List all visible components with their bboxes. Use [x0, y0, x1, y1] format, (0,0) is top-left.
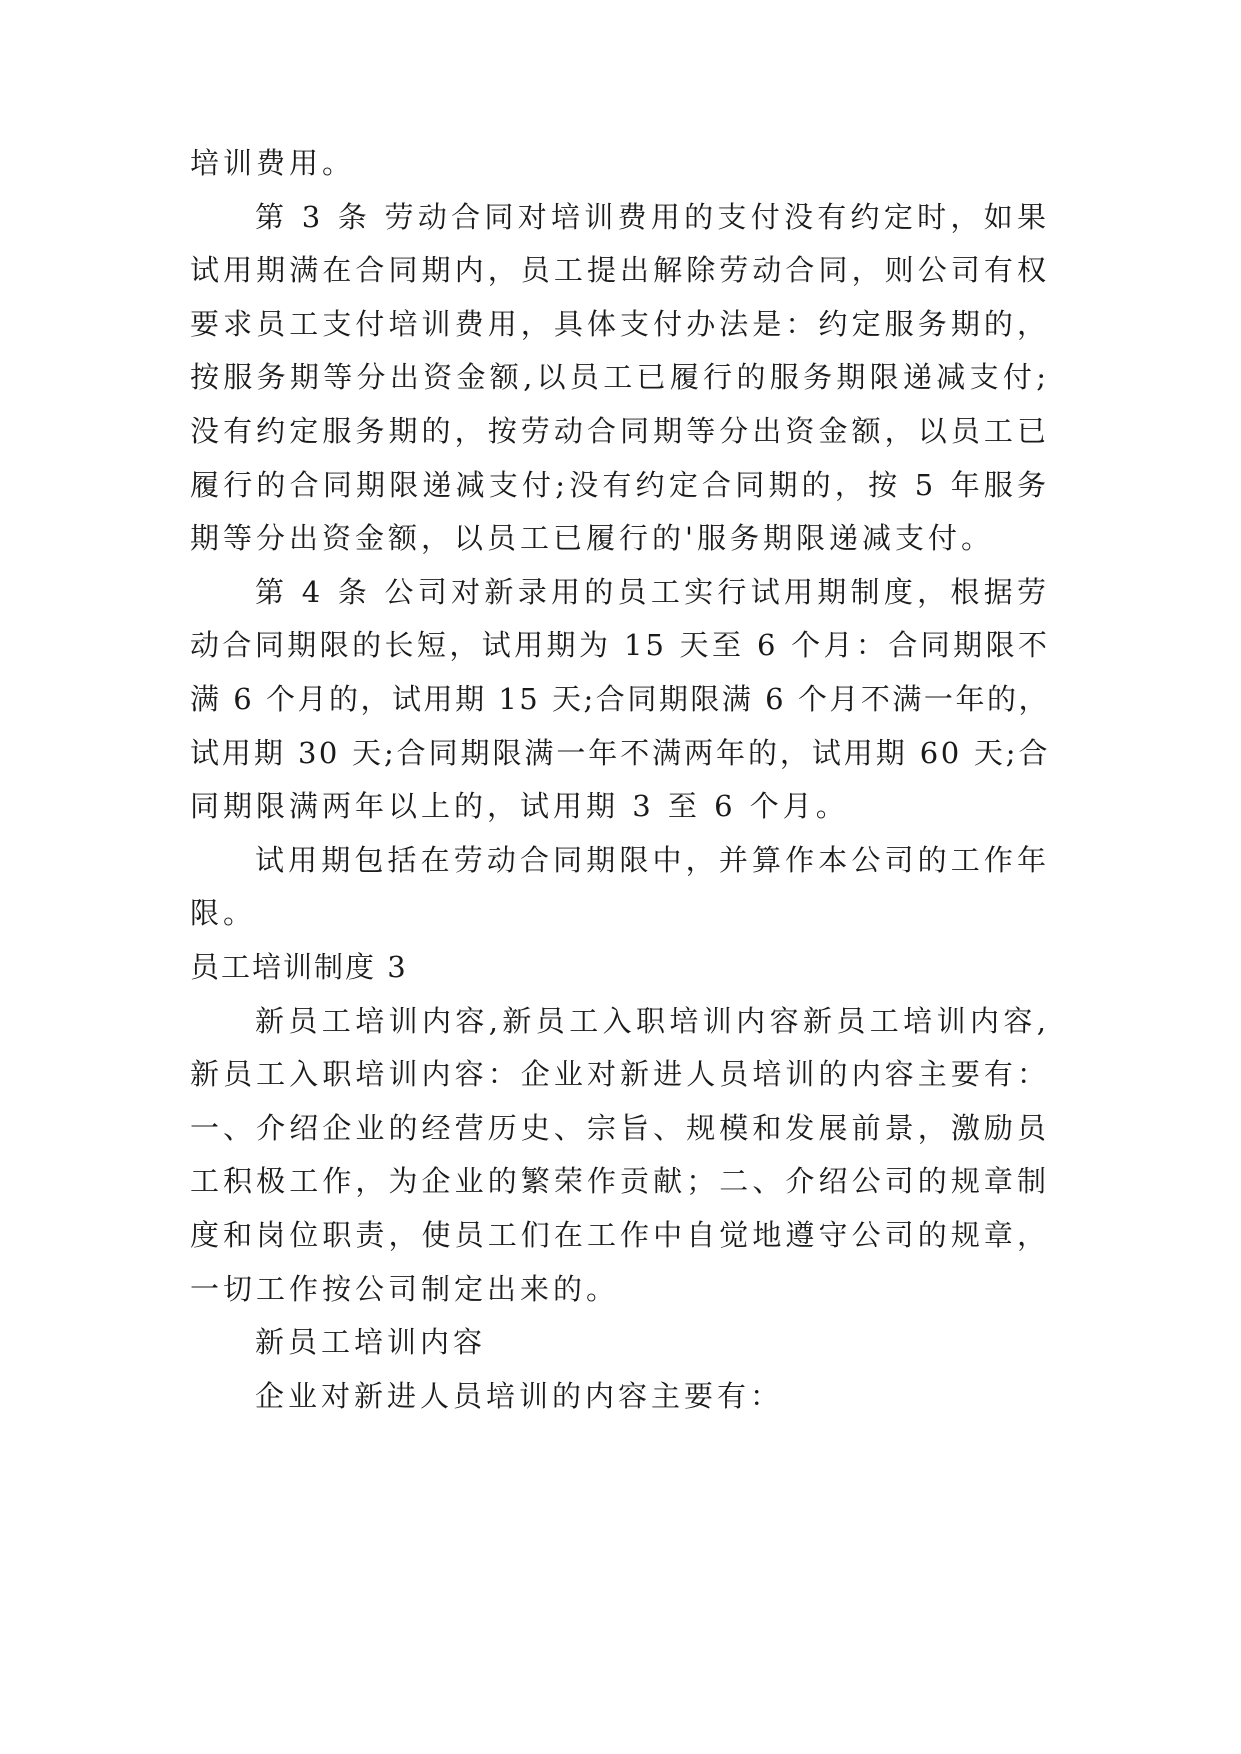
text-line: 第 4 条 公司对新录用的员工实行试用期制度，根据劳 — [255, 574, 1050, 609]
text-line: 一、介绍企业的经营历史、宗旨、规模和发展前景，激励员 — [190, 1110, 1050, 1145]
text-line: 期等分出资金额，以员工已履行的'服务期限递减支付。 — [190, 521, 994, 556]
text-line: 动合同期限的长短，试用期为 15 天至 6 个月：合同期限不 — [190, 628, 1050, 663]
text-line: 限。 — [190, 896, 257, 931]
text-line: 试用期 30 天;合同期限满一年不满两年的，试用期 60 天;合 — [190, 735, 1050, 770]
text-line: 没有约定服务期的，按劳动合同期等分出资金额，以员工已 — [190, 414, 1050, 448]
text-line: 履行的合同期限递减支付;没有约定合同期的，按 5 年服务 — [190, 467, 1050, 502]
text-line: 满 6 个月的，试用期 15 天;合同期限满 6 个月不满一年的， — [190, 682, 1050, 716]
text-line: 度和岗位职责，使员工们在工作中自觉地遵守公司的规章， — [190, 1218, 1050, 1252]
text-line: 第 3 条 劳动合同对培训费用的支付没有约定时，如果 — [255, 199, 1050, 234]
text-line: 按服务期等分出资金额,以员工已履行的服务期限递减支付; — [190, 360, 1050, 395]
text-line: 新员工入职培训内容：企业对新进人员培训的内容主要有： — [190, 1057, 1050, 1092]
text-line: 培训费用。 — [190, 146, 356, 180]
text-line: 试用期满在合同期内，员工提出解除劳动合同，则公司有权 — [190, 253, 1050, 288]
text-line: 要求员工支付培训费用，具体支付办法是：约定服务期的， — [190, 306, 1050, 341]
text-line: 同期限满两年以上的，试用期 3 至 6 个月。 — [190, 789, 849, 824]
section-heading: 员工培训制度 3 — [190, 950, 408, 984]
text-line: 一切工作按公司制定出来的。 — [190, 1271, 620, 1306]
text-line: 新员工培训内容,新员工入职培训内容新员工培训内容, — [255, 1003, 1050, 1038]
text-line: 新员工培训内容 — [255, 1325, 487, 1360]
text-line: 企业对新进人员培训的内容主要有： — [255, 1378, 784, 1413]
text-line: 试用期包括在劳动合同期限中，并算作本公司的工作年 — [255, 842, 1050, 877]
text-line: 工积极工作，为企业的繁荣作贡献；二、介绍公司的规章制 — [190, 1164, 1050, 1199]
